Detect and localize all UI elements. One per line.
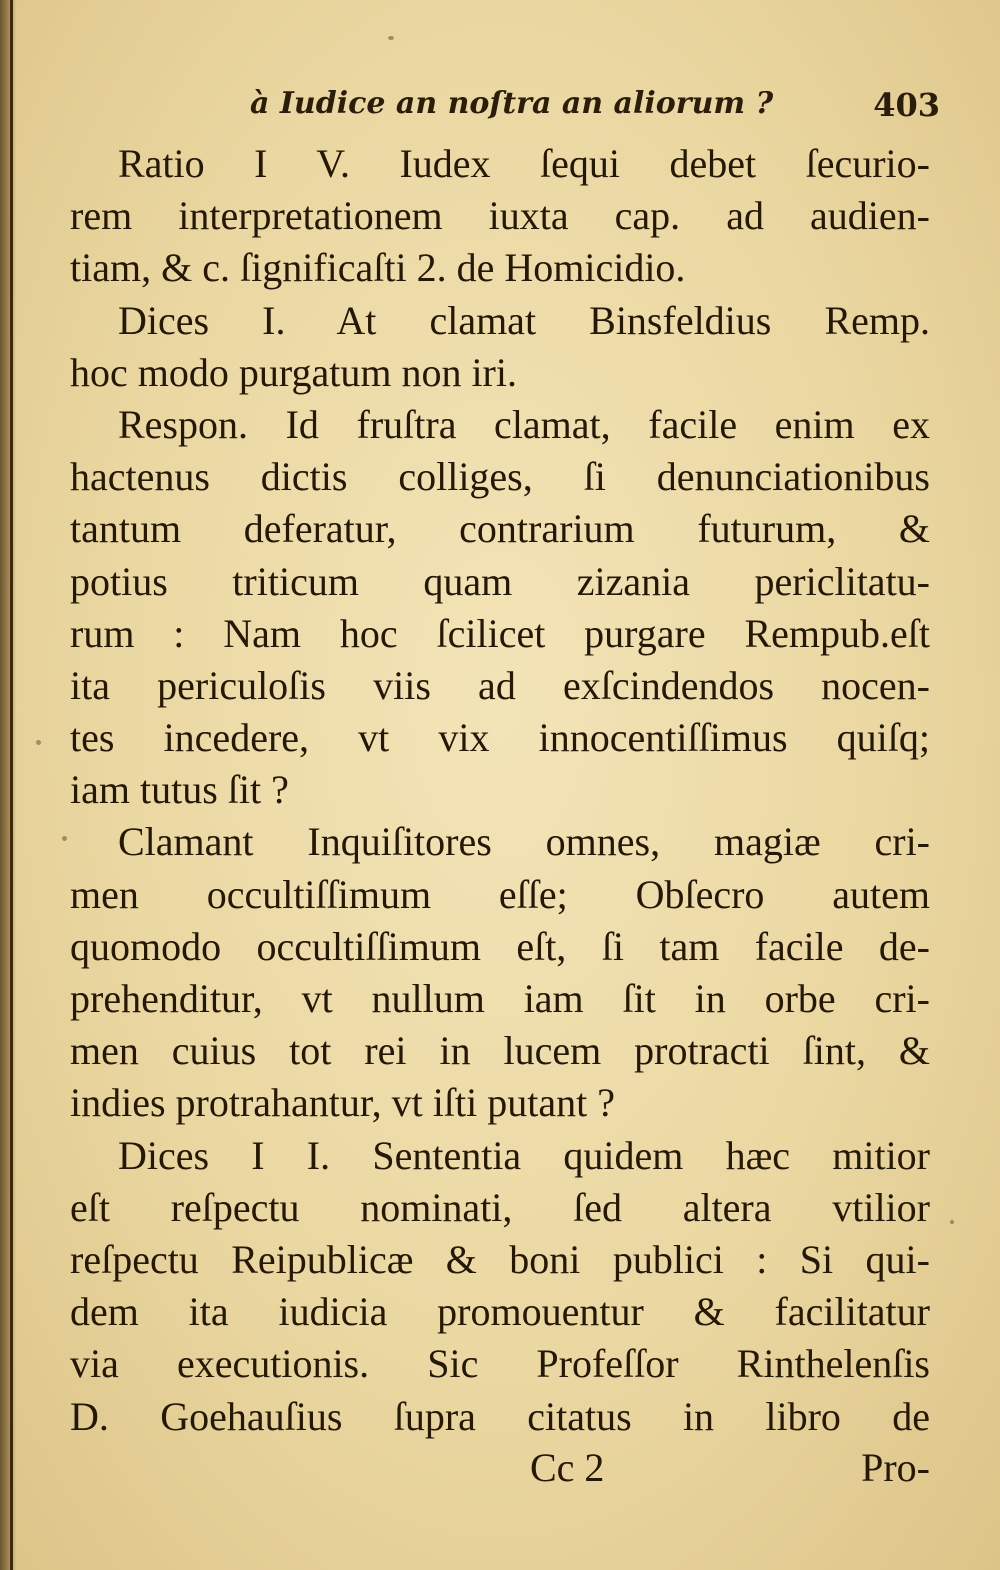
paper-speck (950, 1220, 954, 1224)
text-line: rem interpretationem iuxta cap. ad audien- (70, 193, 930, 239)
paper-speck (36, 740, 41, 745)
text-line: dem ita iudicia promouentur & facilitatur (70, 1289, 930, 1335)
text-line: hactenus dictis colliges, ſi denunciationibus (70, 454, 930, 500)
text-line: D. Goehauſius ſupra citatus in libro de (70, 1393, 930, 1439)
text-line: via executionis. Sic Profeſſor Rinthelenſis (70, 1341, 930, 1387)
text-line: men occultiſſimum eſſe; Obſecro autem (70, 871, 930, 917)
text-line: prehenditur, vt nullum iam ſit in orbe cri- (70, 976, 930, 1021)
paper-speck (62, 836, 67, 841)
text-line: iam tutus ſit ? (70, 767, 289, 813)
page-gutter (0, 0, 16, 1570)
gutter-rule (10, 0, 13, 1570)
text-line: Dices I. At clamat Binsfeldius Remp. (118, 297, 930, 343)
body-text (70, 138, 930, 1443)
text-line: ita periculoſis viis ad exſcindendos nocen- (70, 662, 930, 708)
text-line: men cuius tot rei in lucem protracti ſint, & (70, 1028, 930, 1074)
text-line: Respon. Id fruſtra clamat, facile enim ex (118, 401, 930, 447)
text-line: Clamant Inquiſitores omnes, magiæ cri- (118, 819, 930, 865)
running-head (60, 78, 940, 128)
text-line: potius triticum quam zizania periclitatu- (70, 558, 930, 604)
page-footer (70, 1444, 930, 1496)
signature-mark: Cc 2 (530, 1445, 605, 1490)
text-line: indies protrahantur, vt iſti putant ? (70, 1080, 615, 1126)
text-line: rum : Nam hoc ſcilicet purgare Rempub.eſt (70, 610, 930, 656)
text-line: hoc modo purgatum non iri. (70, 349, 517, 395)
text-line: quomodo occultiſſimum eſt, ſi tam facile de- (70, 923, 930, 969)
text-line: reſpectu Reipublicæ & boni publici : Si qui- (70, 1236, 930, 1282)
text-line: Dices I I. Sententia quidem hæc mitior (118, 1132, 930, 1178)
text-line: tantum deferatur, contrarium futurum, & (70, 506, 930, 552)
running-head-title: à Iudice an noſtra an aliorum ? (250, 86, 774, 121)
text-line: eſt reſpectu nominati, ſed altera vtilior (70, 1184, 930, 1230)
text-line: tes incedere, vt vix innocentiſſimus quiſq; (70, 715, 930, 761)
text-line: tiam, & c. ſignificaſti 2. de Homicidio. (70, 245, 686, 291)
paper-speck (388, 36, 394, 40)
text-line: Ratio I V. Iudex ſequi debet ſecurio- (118, 141, 930, 186)
catchword: Pro- (861, 1445, 930, 1490)
page-number: 403 (873, 86, 940, 124)
